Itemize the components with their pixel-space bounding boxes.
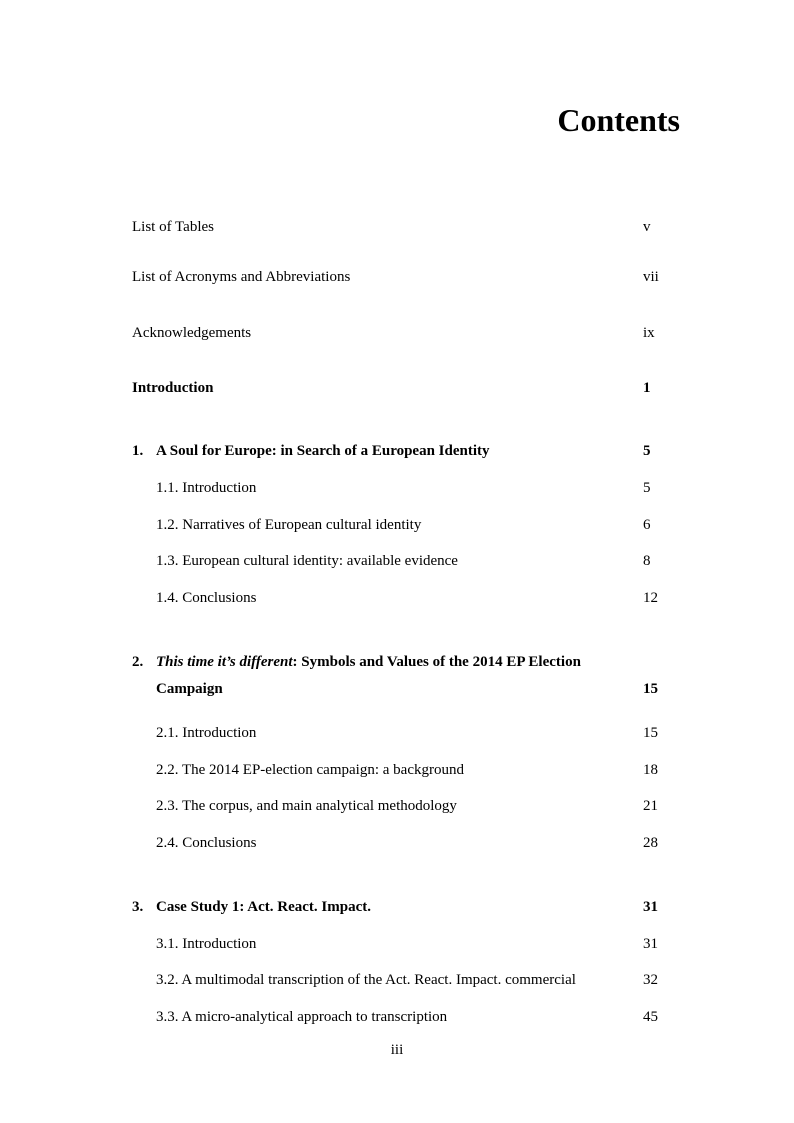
toc-entry-page: 1: [643, 380, 651, 396]
toc-entry-page: 31: [643, 936, 658, 952]
toc-section-label: 3.2. A multimodal transcription of the Act. React. Impact. commercial: [156, 972, 576, 988]
chapter-title: Case Study 1: Act. React. Impact.: [156, 899, 371, 915]
toc-entry-label: Acknowledgements: [132, 325, 252, 341]
chapter-title-italic: This time it’s different: [156, 654, 293, 670]
toc-section-label: 2.3. The corpus, and main analytical methodology: [156, 798, 457, 814]
toc-entry-page: 18: [643, 762, 658, 778]
toc-entry-page: 45: [643, 1009, 658, 1025]
toc-entry-page: 21: [643, 798, 658, 814]
toc-section-label: 2.4. Conclusions: [156, 835, 257, 851]
toc-entry-page: v: [643, 219, 651, 235]
page-title: Contents: [557, 102, 680, 138]
toc-section-label: 2.1. Introduction: [156, 725, 257, 741]
toc-entry-page: 5: [643, 480, 651, 496]
toc-entry-page: 12: [643, 590, 658, 606]
toc-section-label: 1.2. Narratives of European cultural identity: [156, 517, 422, 533]
chapter-title: A Soul for Europe: in Search of a European Identity: [156, 443, 490, 459]
chapter-title: [156, 652, 581, 672]
toc-section-label: 3.1. Introduction: [156, 936, 257, 952]
toc-section-label: 3.3. A micro-analytical approach to transcription: [156, 1009, 448, 1025]
toc-entry-page: 31: [643, 899, 658, 915]
toc-entry-page: 28: [643, 835, 658, 851]
toc-entry-label: List of Acronyms and Abbreviations: [132, 269, 351, 285]
toc-entry-page: 32: [643, 972, 658, 988]
chapter-number: 3.: [132, 899, 144, 915]
toc-entry-page: vii: [643, 269, 659, 285]
page-number: iii: [390, 1042, 404, 1058]
toc-entry-page: 15: [643, 681, 658, 697]
toc-entry-page: 8: [643, 553, 651, 569]
toc-section-label: 1.1. Introduction: [156, 480, 257, 496]
chapter-number: 2.: [132, 654, 144, 670]
toc-entry-label: List of Tables: [132, 219, 214, 235]
toc-entry-page: 15: [643, 725, 658, 741]
chapter-number: 1.: [132, 443, 144, 459]
chapter-title-rest: : Symbols and Values of the 2014 EP Election: [292, 654, 581, 670]
chapter-title-line2: Campaign: [156, 681, 223, 697]
toc-entry-label: Introduction: [132, 380, 214, 396]
toc-section-label: 2.2. The 2014 EP-election campaign: a background: [156, 762, 464, 778]
toc-entry-page: 6: [643, 517, 651, 533]
toc-entry-page: 5: [643, 443, 651, 459]
toc-section-label: 1.4. Conclusions: [156, 590, 257, 606]
toc-entry-page: ix: [643, 325, 655, 341]
toc-section-label: 1.3. European cultural identity: available evidence: [156, 553, 458, 569]
